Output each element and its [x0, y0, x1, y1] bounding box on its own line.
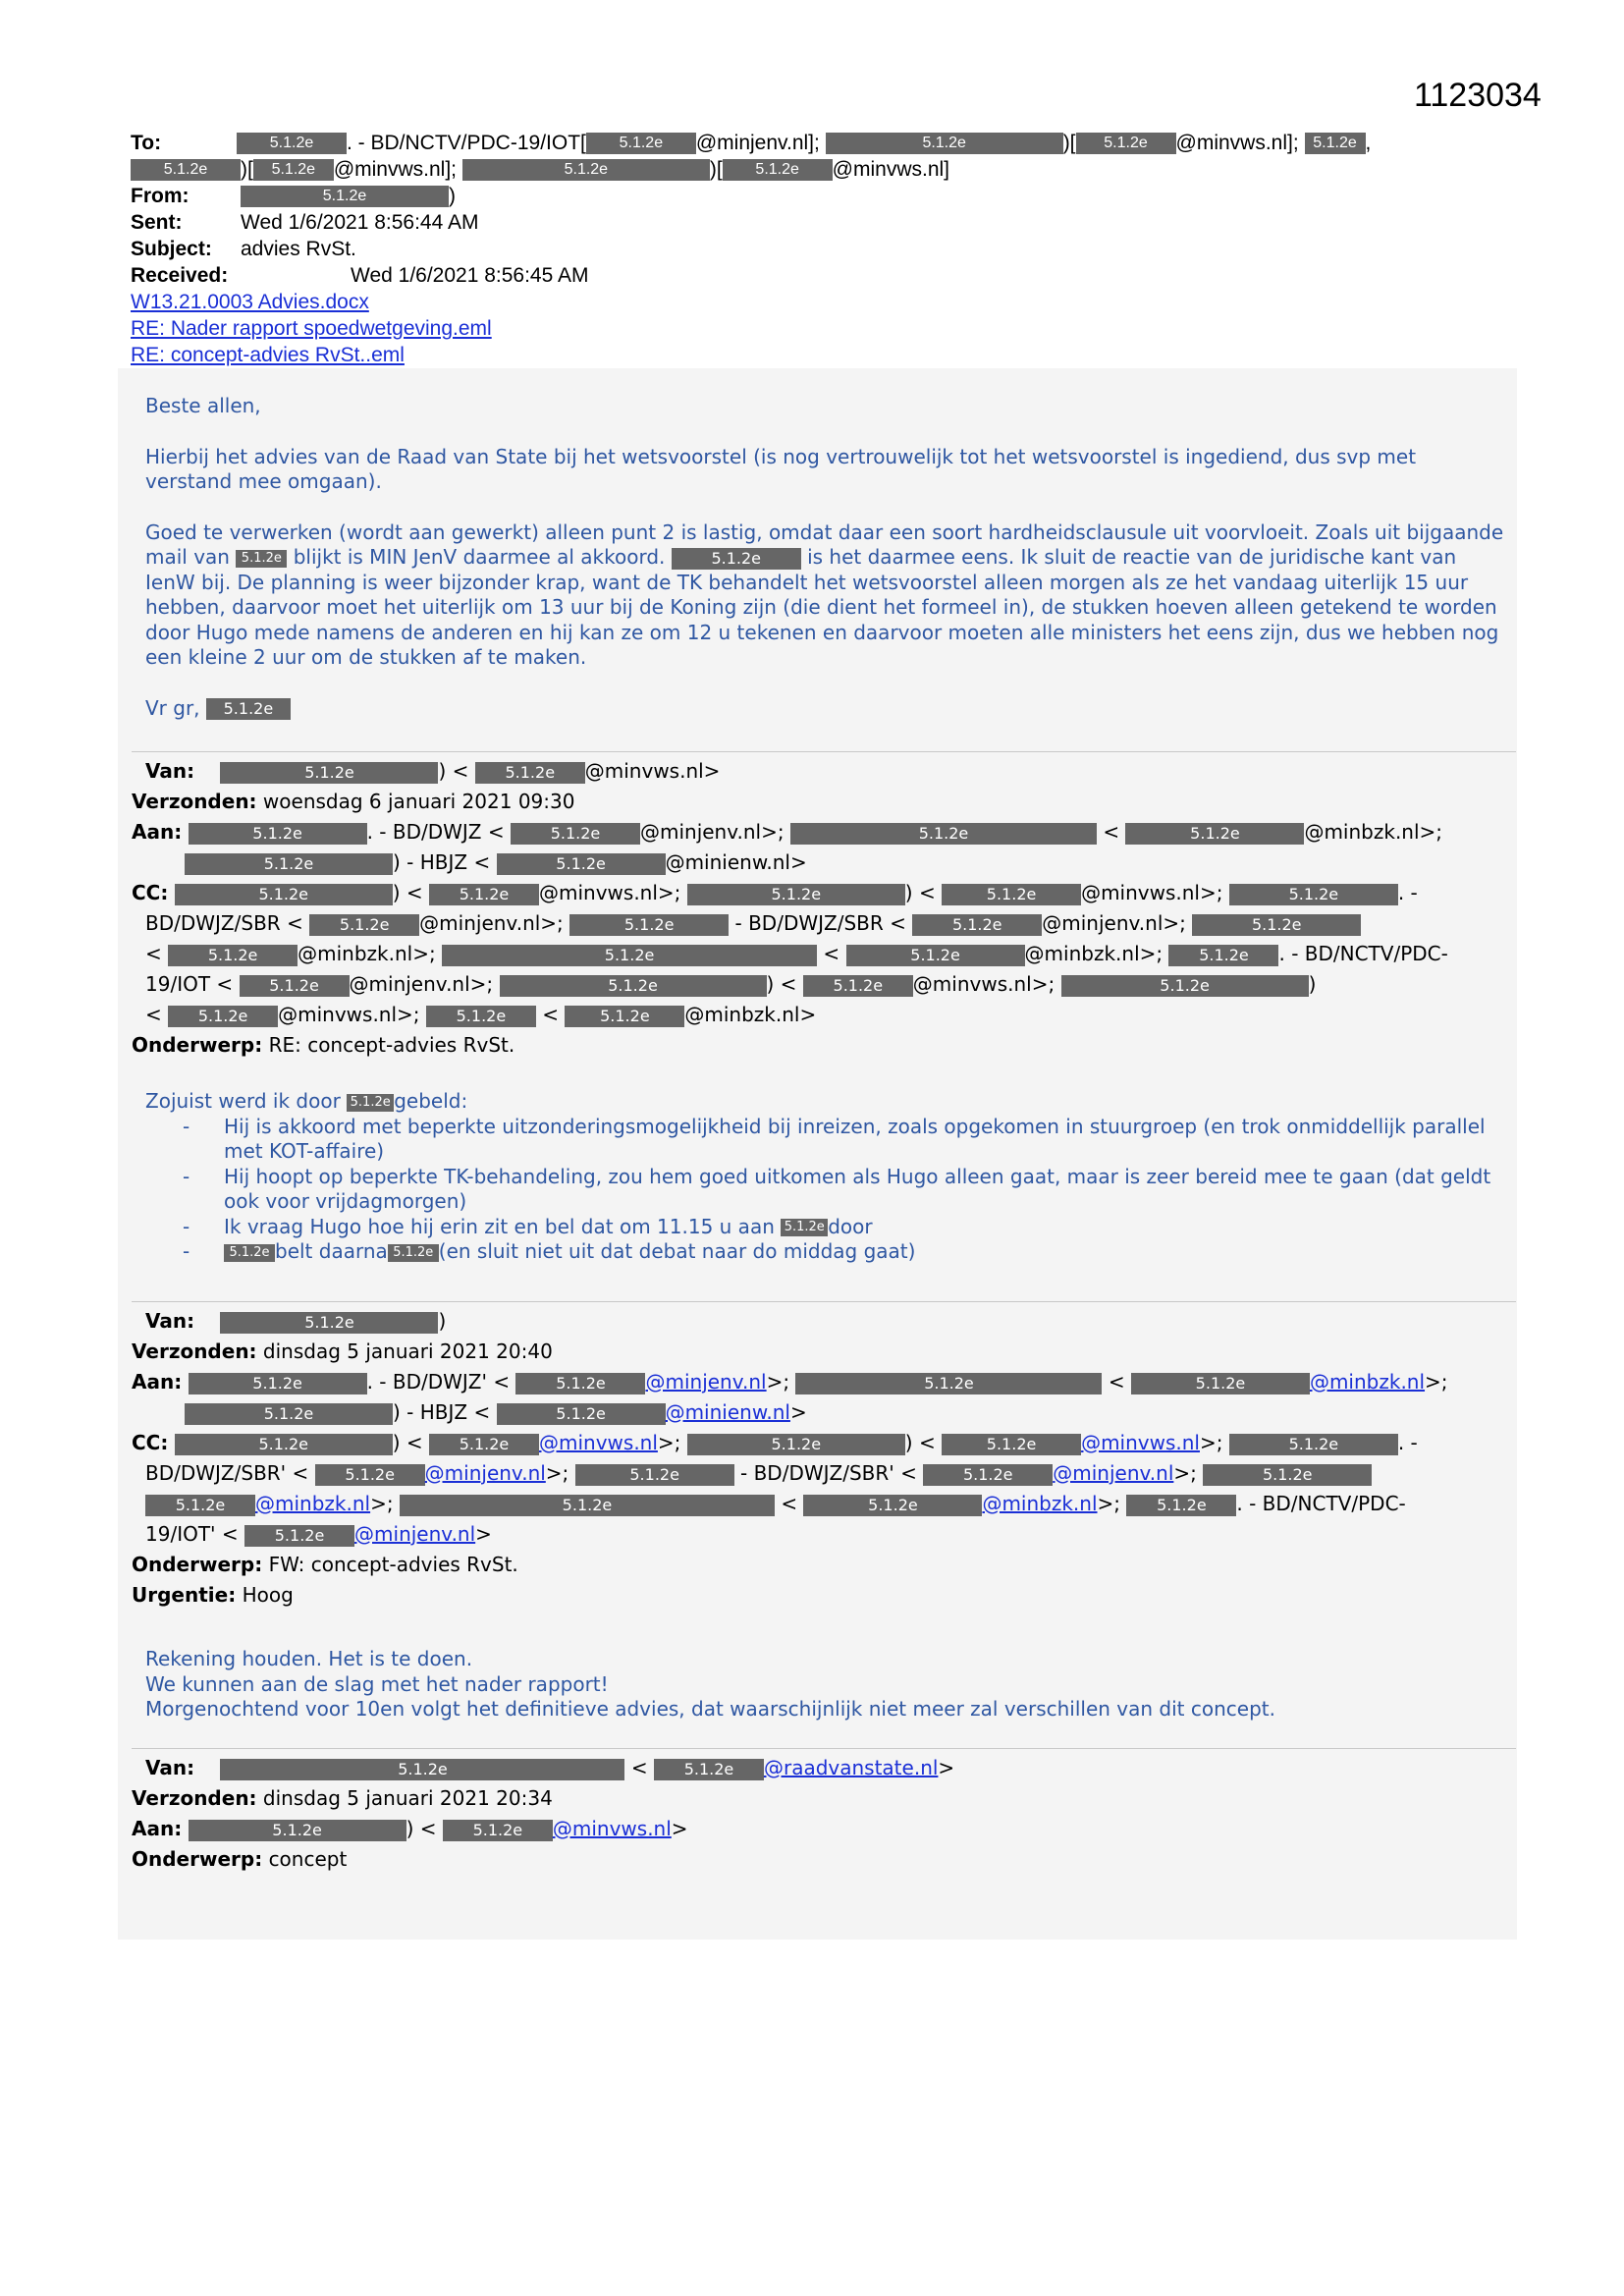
- redaction: 5.1.2e: [236, 550, 287, 568]
- addr-text: @minienw.nl>: [665, 850, 807, 874]
- redaction: 5.1.2e: [168, 945, 298, 966]
- redaction: 5.1.2e: [1305, 133, 1366, 154]
- cc-label: CC:: [132, 1431, 169, 1454]
- addr-text: ): [1308, 972, 1317, 996]
- addr-text: 19/IOT' <: [145, 1522, 239, 1546]
- redaction: 5.1.2e: [672, 548, 801, 570]
- redaction: 5.1.2e: [803, 1495, 982, 1516]
- redaction: 5.1.2e: [443, 1820, 553, 1841]
- from-text: ): [449, 185, 456, 207]
- body-line: We kunnen aan de slag met het nader rapport!: [145, 1671, 609, 1696]
- van-label: Van:: [145, 1756, 195, 1779]
- redaction: 5.1.2e: [220, 1312, 438, 1334]
- redaction: 5.1.2e: [497, 1403, 666, 1425]
- redaction: 5.1.2e: [795, 1373, 1102, 1394]
- email-link[interactable]: @minvws.nl: [539, 1431, 658, 1454]
- subject-label: Subject:: [131, 238, 212, 260]
- paragraph-text: Goed te verwerken (wordt aan gewerkt) alleen punt 2 is lastig, omdat daar een soort hardheidsclausule uit voorvloeit. Zoals uit bijgaande mail van: [145, 519, 1504, 569]
- closing: [145, 696, 1505, 722]
- list-item-text: belt daarna: [275, 1239, 388, 1263]
- addr-text: . - BD/NCTV/PDC-: [1236, 1492, 1406, 1515]
- redaction: 5.1.2e: [189, 1373, 367, 1394]
- received-value: Wed 1/6/2021 8:56:45 AM: [351, 264, 589, 287]
- addr-text: . -: [1397, 1431, 1418, 1454]
- redaction: 5.1.2e: [846, 945, 1025, 966]
- van-label: Van:: [145, 759, 195, 783]
- list-item-text: (en sluit niet uit dat debat naar do middag gaat): [438, 1239, 916, 1263]
- email-link[interactable]: @minbzk.nl: [1309, 1370, 1426, 1394]
- addr-text: ) <: [904, 1431, 936, 1454]
- to-text: @minvws.nl];: [1175, 132, 1299, 154]
- to-text: )[: [241, 158, 253, 181]
- list-item-text: Ik vraag Hugo hoe hij erin zit en bel dat om 11.15 u aan: [224, 1214, 775, 1238]
- urgentie-label: Urgentie:: [132, 1583, 237, 1607]
- redaction: 5.1.2e: [175, 884, 393, 905]
- message3-body: [145, 1647, 1505, 1722]
- addr-text: <: [542, 1003, 560, 1026]
- addr-text: @minvws.nl>;: [539, 881, 681, 904]
- addr-text: - BD/DWJZ/SBR' <: [740, 1461, 917, 1485]
- email-link[interactable]: @minbzk.nl: [982, 1492, 1098, 1515]
- redaction: 5.1.2e: [1229, 1434, 1398, 1455]
- verzonden-label: Verzonden:: [132, 1339, 257, 1363]
- email-link[interactable]: @minjenv.nl: [354, 1522, 476, 1546]
- redaction: 5.1.2e: [511, 823, 640, 845]
- redaction: 5.1.2e: [1125, 823, 1304, 845]
- redaction: 5.1.2e: [237, 133, 347, 154]
- redaction: 5.1.2e: [515, 1373, 645, 1394]
- to-text: ,: [1365, 132, 1372, 154]
- redaction: 5.1.2e: [429, 1434, 539, 1455]
- email-link[interactable]: @minbzk.nl: [255, 1492, 371, 1515]
- aan-label: Aan:: [132, 820, 183, 844]
- redaction: 5.1.2e: [400, 1495, 775, 1516]
- greeting: Beste allen,: [145, 394, 261, 417]
- addr-text: ): [438, 1309, 447, 1333]
- email-link[interactable]: @minjenv.nl: [424, 1461, 546, 1485]
- email-link[interactable]: @minjenv.nl: [1053, 1461, 1174, 1485]
- redaction: 5.1.2e: [1203, 1464, 1372, 1486]
- addr-text: @minbzk.nl>: [684, 1003, 817, 1026]
- redaction: 5.1.2e: [241, 186, 449, 207]
- subject-value: advies RvSt.: [241, 238, 356, 260]
- addr-text: <: [145, 942, 162, 965]
- onderwerp-value: RE: concept-advies RvSt.: [268, 1033, 515, 1057]
- addr-text: ) <: [438, 759, 469, 783]
- urgentie-value: Hoog: [242, 1583, 294, 1607]
- addr-text: @minvws.nl>;: [278, 1003, 420, 1026]
- redaction: 5.1.2e: [426, 1006, 536, 1027]
- closing-text: Vr gr,: [145, 695, 200, 720]
- redaction: 5.1.2e: [575, 1464, 734, 1486]
- aan-label: Aan:: [132, 1817, 183, 1840]
- intro-text: Zojuist werd ik door: [145, 1089, 341, 1113]
- addr-text: . - BD/DWJZ <: [366, 820, 505, 844]
- divider: [132, 751, 1516, 752]
- to-line-2: [131, 156, 1505, 183]
- redaction: 5.1.2e: [586, 133, 696, 154]
- addr-text: <: [1108, 1370, 1125, 1394]
- received-label: Received:: [131, 264, 229, 287]
- to-text: )[: [709, 158, 723, 181]
- bullet-list: [145, 1115, 1505, 1265]
- email-link[interactable]: @minvws.nl: [552, 1817, 672, 1840]
- addr-text: @minvws.nl>: [584, 759, 721, 783]
- paragraph: [145, 520, 1505, 671]
- message2-header: [132, 756, 1516, 1061]
- addr-text: - BD/DWJZ/SBR <: [734, 911, 906, 935]
- redaction: 5.1.2e: [803, 975, 913, 997]
- intro: [145, 1089, 1505, 1115]
- addr-text: BD/DWJZ/SBR' <: [145, 1461, 309, 1485]
- redaction: 5.1.2e: [131, 159, 241, 181]
- redaction: 5.1.2e: [569, 914, 729, 936]
- van-label: Van:: [145, 1309, 195, 1333]
- addr-text: 19/IOT <: [145, 972, 234, 996]
- onderwerp-value: FW: concept-advies RvSt.: [268, 1553, 518, 1576]
- redaction: 5.1.2e: [220, 1759, 624, 1780]
- redaction: 5.1.2e: [224, 1244, 275, 1262]
- verzonden-value: dinsdag 5 januari 2021 20:34: [262, 1786, 553, 1810]
- addr-text: ) <: [766, 972, 797, 996]
- redaction: 5.1.2e: [654, 1759, 764, 1780]
- addr-text: ) - HBJZ <: [393, 850, 491, 874]
- attachment-link[interactable]: RE: Nader rapport spoedwetgeving.eml: [131, 317, 492, 340]
- sent-label: Sent:: [131, 211, 183, 234]
- email-link[interactable]: @minvws.nl: [1081, 1431, 1200, 1454]
- body-line: Morgenochtend voor 10en volgt het definitieve advies, dat waarschijnlijk niet meer zal verschillen van dit concept.: [145, 1697, 1275, 1721]
- addr-text: <: [145, 1003, 162, 1026]
- divider: [132, 1301, 1516, 1302]
- addr-text: @minbzk.nl>;: [1024, 942, 1164, 965]
- addr-text: @minbzk.nl>;: [298, 942, 436, 965]
- redaction: 5.1.2e: [309, 914, 419, 936]
- addr-text: <: [781, 1492, 798, 1515]
- divider: [132, 1748, 1516, 1749]
- verzonden-label: Verzonden:: [132, 1786, 257, 1810]
- redaction: 5.1.2e: [175, 1434, 393, 1455]
- redaction: 5.1.2e: [388, 1244, 439, 1262]
- onderwerp-label: Onderwerp:: [132, 1033, 263, 1057]
- email-link[interactable]: @minjenv.nl: [645, 1370, 767, 1394]
- attachment-link[interactable]: RE: concept-advies RvSt..eml: [131, 344, 405, 366]
- redaction: 5.1.2e: [723, 159, 833, 181]
- email-link[interactable]: @minienw.nl: [665, 1400, 790, 1424]
- redaction: 5.1.2e: [206, 698, 291, 720]
- redaction: 5.1.2e: [1192, 914, 1361, 936]
- redaction: 5.1.2e: [244, 1525, 354, 1547]
- redaction: 5.1.2e: [185, 853, 393, 875]
- addr-text: <: [630, 1756, 648, 1779]
- addr-text: <: [1103, 820, 1120, 844]
- addr-text: @minjenv.nl>;: [1042, 911, 1186, 935]
- from-label: From:: [131, 185, 189, 207]
- list-item-text: door: [828, 1214, 873, 1238]
- from-line: [131, 183, 1505, 209]
- intro-text: gebeld:: [394, 1089, 468, 1113]
- redaction: 5.1.2e: [912, 914, 1042, 936]
- attachment-link[interactable]: W13.21.0003 Advies.docx: [131, 291, 369, 313]
- to-line: [131, 130, 1505, 156]
- to-text: )[: [1062, 132, 1076, 154]
- to-text: @minvws.nl];: [333, 158, 457, 181]
- list-item: - Hij hoopt op beperkte TK-behandeling, zou hem goed uitkomen als Hugo alleen gaat, maar is zeer bereid mee te gaan (dat geldt ook voor vrijdagmorgen): [224, 1165, 1505, 1215]
- redaction: 5.1.2e: [185, 1403, 393, 1425]
- addr-text: ) <: [392, 881, 423, 904]
- subject-line: [131, 236, 1505, 262]
- to-text: @minvws.nl]: [832, 158, 950, 181]
- sent-line: [131, 209, 1505, 236]
- body-line: Rekening houden. Het is te doen.: [145, 1647, 473, 1670]
- redaction: 5.1.2e: [687, 1434, 905, 1455]
- addr-text: . - BD/NCTV/PDC-: [1278, 942, 1448, 965]
- addr-text: ) - HBJZ <: [393, 1400, 491, 1424]
- verzonden-value: dinsdag 5 januari 2021 20:40: [262, 1339, 553, 1363]
- redaction: 5.1.2e: [253, 159, 334, 181]
- redaction: 5.1.2e: [687, 884, 905, 905]
- message1-body: [145, 394, 1505, 721]
- redaction: 5.1.2e: [168, 1006, 278, 1027]
- redaction: 5.1.2e: [781, 1219, 828, 1236]
- onderwerp-label: Onderwerp:: [132, 1553, 263, 1576]
- onderwerp-label: Onderwerp:: [132, 1847, 263, 1871]
- list-item: [224, 1239, 1505, 1265]
- redaction: 5.1.2e: [429, 884, 539, 905]
- addr-text: @minbzk.nl>;: [1304, 820, 1443, 844]
- redaction: 5.1.2e: [475, 762, 585, 784]
- redaction: 5.1.2e: [1126, 1495, 1236, 1516]
- cc-label: CC:: [132, 881, 169, 904]
- mail-body: [118, 368, 1517, 1940]
- redaction: 5.1.2e: [942, 1434, 1081, 1455]
- redaction: 5.1.2e: [189, 1820, 406, 1841]
- email-link[interactable]: @raadvanstate.nl: [763, 1756, 939, 1779]
- received-line: [131, 262, 1505, 289]
- redaction: 5.1.2e: [145, 1495, 255, 1516]
- redaction: 5.1.2e: [315, 1464, 425, 1486]
- addr-text: ) <: [392, 1431, 423, 1454]
- document-id: 1123034: [1414, 77, 1542, 114]
- addr-text: @minvws.nl>;: [1081, 881, 1223, 904]
- redaction: 5.1.2e: [220, 762, 438, 784]
- list-item: [224, 1215, 1505, 1240]
- redaction: 5.1.2e: [1229, 884, 1398, 905]
- verzonden-label: Verzonden:: [132, 790, 257, 813]
- to-text: . - BD/NCTV/PDC-19/IOT[: [347, 132, 586, 154]
- redaction: 5.1.2e: [923, 1464, 1053, 1486]
- redaction: 5.1.2e: [347, 1094, 394, 1112]
- list-item: - Hij is akkoord met beperkte uitzonderingsmogelijkheid bij inreizen, zoals opgekomen in stuurgroep (en trok onmiddellijk parallel met KOT-affaire): [224, 1115, 1505, 1165]
- redaction: 5.1.2e: [565, 1006, 684, 1027]
- addr-text: @minjenv.nl>;: [639, 820, 785, 844]
- addr-text: . - BD/DWJZ' <: [366, 1370, 511, 1394]
- message2-body: [145, 1089, 1505, 1265]
- message4-header: Van: 5.1.2e < 5.1.2e @raadvanstate.nl> Verzonden: dinsdag 5 januari 2021 20:34 Aan: 5.1.2e ) < 5.1.2e @minvws.nl> Onderwerp: concept: [132, 1756, 955, 1871]
- redaction: 5.1.2e: [240, 975, 350, 997]
- paragraph-text: is het daarmee eens. Ik sluit de reactie van de juridische kant van IenW bij. De planning is weer bijzonder krap, want de TK behandelt het wetsvoorstel alleen morgen als ze het vandaag uiterlijk 15 uur hebben, daarvoor moet het uiterlijk om 13 uur bij de Koning zijn (die dient het formeel in), de stukken hoeven alleen getekend te worden door Hugo mede namens de anderen en hij kan ze om 12 u tekenen en daarvoor moeten alle ministers het eens zijn, dus we hebben nog een kleine 2 uur om de stukken af te maken.: [145, 545, 1499, 669]
- addr-text: @minjenv.nl>;: [349, 972, 494, 996]
- addr-text: ) <: [904, 881, 936, 904]
- to-text: @minjenv.nl];: [695, 132, 820, 154]
- addr-text: @minjenv.nl>;: [419, 911, 564, 935]
- redaction: 5.1.2e: [1168, 945, 1278, 966]
- redaction: 5.1.2e: [462, 159, 710, 181]
- onderwerp-value: concept: [268, 1847, 348, 1871]
- verzonden-value: woensdag 6 januari 2021 09:30: [262, 790, 575, 813]
- redaction: 5.1.2e: [1131, 1373, 1310, 1394]
- redaction: 5.1.2e: [500, 975, 767, 997]
- redaction: 5.1.2e: [1076, 133, 1176, 154]
- redaction: 5.1.2e: [942, 884, 1081, 905]
- redaction: 5.1.2e: [497, 853, 666, 875]
- addr-text: @minvws.nl>;: [912, 972, 1056, 996]
- addr-text: <: [823, 942, 840, 965]
- to-label: To:: [131, 132, 162, 154]
- redaction: 5.1.2e: [442, 945, 817, 966]
- aan-label: Aan:: [132, 1370, 183, 1394]
- paragraph-text: blijkt is MIN JenV daarmee al akkoord.: [293, 545, 666, 569]
- addr-text: BD/DWJZ/SBR <: [145, 911, 303, 935]
- sent-value: Wed 1/6/2021 8:56:44 AM: [241, 211, 479, 234]
- redaction: 5.1.2e: [1061, 975, 1309, 997]
- email-header: [131, 130, 1505, 368]
- addr-text: ) <: [406, 1817, 437, 1840]
- message3-header: Van: 5.1.2e ) Verzonden: dinsdag 5 januari 2021 20:40 Aan: 5.1.2e . - BD/DWJZ' < 5.1.2e @minjenv.nl>; 5.1.2e < 5.1.2e @minbzk.nl>; 5.1.2e ) - HBJZ < 5.1.2e @minienw.nl> CC: 5.1.2e ) < 5.1.2e @minvws.nl>; 5.1.2e ) < 5.1.2e @minvws.nl>; 5.1.2e . - BD/DWJZ/SBR' < 5.1.2e @minjenv.nl>; 5.1.2e - BD/DWJZ/SBR' < 5.1.2e @minjenv.nl>; 5.1.2e 5.1.2e @minbzk.nl>; 5.1.2e < 5.1.2e @minbzk.nl>; 5.1.2e . - BD/NCTV/PDC- 19/IOT' < 5.1.2e @minjenv.nl> Onderwerp: FW: concept-advies RvSt. Urgentie: Hoog: [132, 1309, 1448, 1607]
- addr-text: . -: [1397, 881, 1418, 904]
- paragraph: Hierbij het advies van de Raad van State bij het wetsvoorstel (is nog vertrouwelijk tot het wetsvoorstel is ingediend, dus svp met verstand mee omgaan).: [145, 444, 1417, 493]
- redaction: 5.1.2e: [790, 823, 1097, 845]
- redaction: 5.1.2e: [826, 133, 1063, 154]
- redaction: 5.1.2e: [189, 823, 367, 845]
